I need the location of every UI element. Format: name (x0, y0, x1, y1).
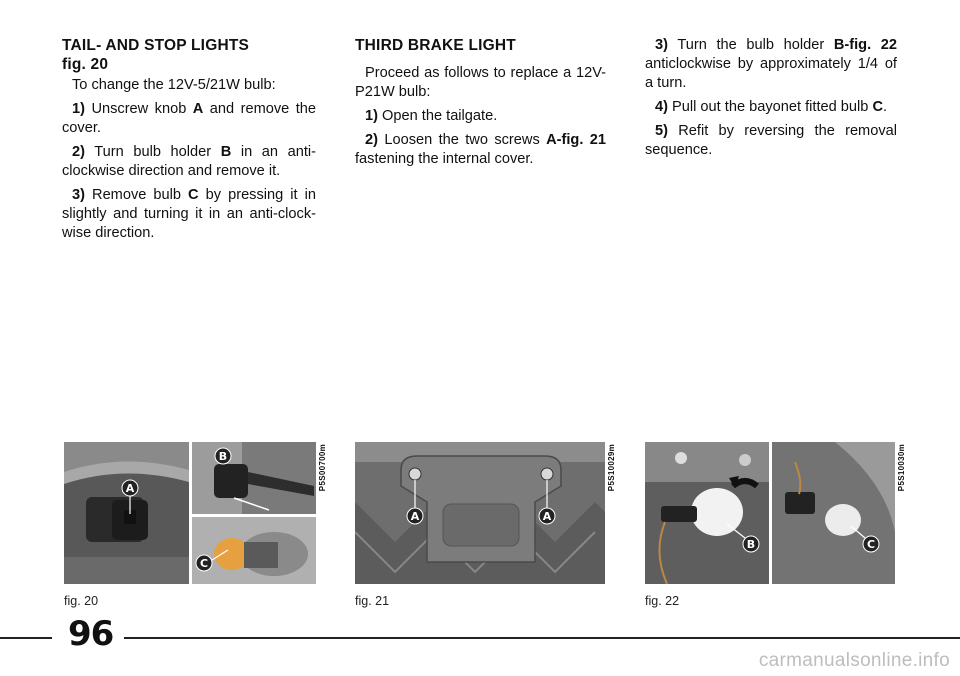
column-continued-steps (645, 36, 897, 165)
svg-text:A: A (125, 482, 135, 495)
svg-text:B: B (218, 450, 228, 463)
step-5: 5) Refit by reversing the removal sequence. (645, 123, 897, 158)
figure-21-code: P5S10029m (607, 444, 616, 492)
section-heading-tail-stop: TAIL- AND STOP LIGHTS (62, 37, 250, 54)
footer-rule-left (0, 637, 52, 639)
page-number: 96 (68, 614, 114, 654)
figure-20-photo (64, 442, 316, 584)
step-3: 3) Remove bulb C by pressing it in slightly and turning it in an anti-clock-wise direction. (62, 187, 316, 241)
figure-21-photo (355, 442, 605, 584)
label-b-marker (215, 448, 231, 464)
section-heading-fig-ref: fig. 20 (62, 56, 109, 73)
figure-22-photo (645, 442, 895, 584)
figure-21-caption: fig. 21 (355, 594, 390, 608)
step-1: 1) Open the tailgate. (365, 108, 498, 124)
figure-22-caption: fig. 22 (645, 594, 680, 608)
step-1: 1) Unscrew knob A and remove the cover. (62, 101, 317, 136)
figure-20-caption: fig. 20 (64, 594, 99, 608)
svg-text:A: A (542, 510, 552, 523)
intro-text: Proceed as follows to replace a 12V-P21W bulb: (355, 65, 606, 100)
section-heading-third-brake: THIRD BRAKE LIGHT (355, 37, 516, 54)
column-tail-stop-lights (62, 36, 316, 248)
svg-text:C: C (866, 538, 876, 551)
watermark: carmanualsonline.info (758, 650, 950, 671)
figure-20-code: P5S00700m (318, 444, 327, 492)
footer-rule-right (124, 637, 960, 639)
figure-22-code: P5S10030m (897, 444, 906, 492)
svg-text:B: B (746, 538, 756, 551)
svg-text:C: C (199, 557, 209, 570)
column-third-brake-light (355, 36, 606, 174)
step-2: 2) Turn bulb holder B in an anti-clockwise direction and remove it. (62, 144, 316, 179)
step-2: 2) Loosen the two screws A-fig. 21 fastening the internal cover. (355, 132, 606, 167)
intro-text: To change the 12V-5/21W bulb: (72, 77, 276, 93)
step-3: 3) Turn the bulb holder B-fig. 22 anticlockwise by approximately 1/4 of a turn. (645, 37, 897, 91)
svg-text:A: A (410, 510, 420, 523)
step-4: 4) Pull out the bayonet fitted bulb C. (655, 99, 888, 115)
